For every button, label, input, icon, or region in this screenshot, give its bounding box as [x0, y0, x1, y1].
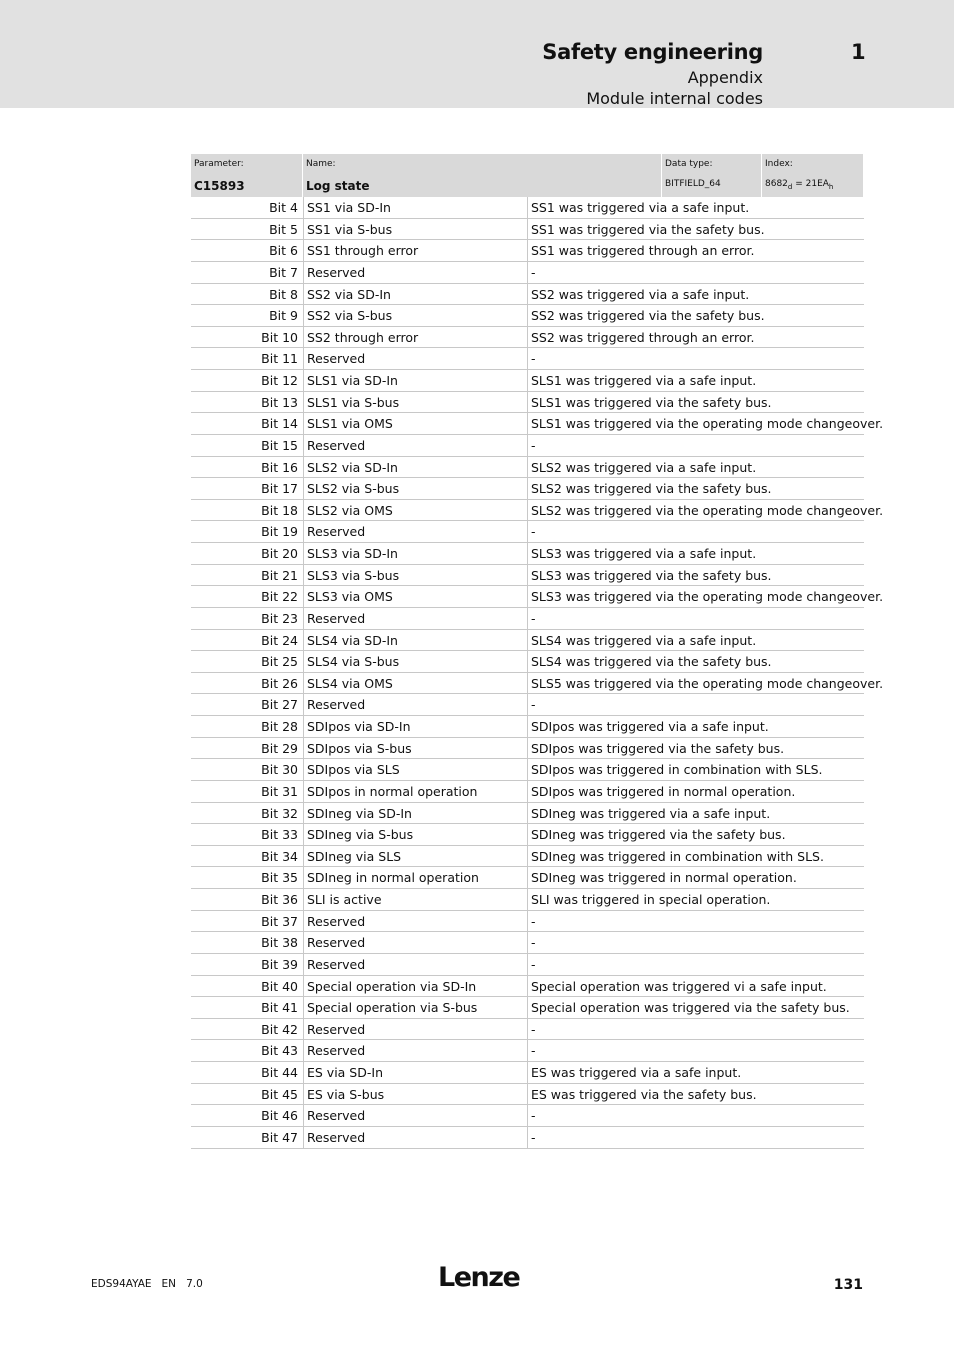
description-cell: -	[531, 437, 536, 453]
name-cell-text: SLS1 via S-bus	[307, 394, 400, 410]
bit-cell: Bit 39	[261, 956, 298, 972]
table-row	[191, 630, 864, 652]
table-row	[191, 435, 864, 457]
table-row	[191, 1084, 864, 1106]
bit-cell: Bit 12	[261, 373, 298, 388]
table-row	[191, 521, 864, 543]
description-cell: SDIpos was triggered via a safe input.	[531, 719, 769, 734]
bit-cell: Bit 24	[261, 632, 298, 648]
index-label: Index:	[765, 159, 793, 169]
table-row	[191, 608, 864, 630]
bit-cell: Bit 19	[261, 524, 298, 540]
name-cell-text: Reserved	[307, 935, 366, 951]
name-cell-text: SDIneg via SLS	[307, 848, 402, 864]
bit-cell: Bit 29	[261, 740, 298, 756]
name-cell-text: SLI is active	[307, 892, 382, 907]
name-cell-text: Special operation via SD-In	[307, 978, 477, 994]
bit-cell: Bit 34	[261, 848, 298, 864]
bit-cell: Bit 28	[261, 719, 298, 734]
description-cell: -	[531, 913, 536, 929]
table-row	[191, 348, 864, 370]
name-cell-text: Special operation via S-bus	[307, 1000, 478, 1016]
description-cell: SS1 was triggered through an error.	[531, 243, 755, 259]
description-cell: SS2 was triggered via a safe input.	[531, 286, 750, 302]
name-cell-text: SLS4 via OMS	[307, 675, 393, 691]
name-cell-text: SDIpos in normal operation	[307, 783, 478, 799]
bit-cell: Bit 21	[261, 567, 298, 583]
description-cell: SLS2 was triggered via the operating mode changeover.	[531, 502, 884, 518]
table-row	[191, 1040, 864, 1062]
name-cell-text: Reserved	[307, 1021, 366, 1037]
bit-cell: Bit 31	[261, 783, 298, 799]
bit-cell: Bit 10	[261, 329, 298, 345]
parameter-label: Parameter:	[194, 159, 244, 169]
table-row	[191, 543, 864, 565]
table-row	[191, 305, 864, 327]
description-cell: SDIneg was triggered via the safety bus.	[531, 827, 786, 843]
name-cell-text: SDIpos via S-bus	[307, 740, 412, 756]
description-cell: SLS1 was triggered via a safe input.	[531, 373, 757, 388]
description-cell: -	[531, 956, 536, 972]
name-cell-text: SLS4 via S-bus	[307, 654, 400, 670]
bit-cell: Bit 38	[261, 935, 298, 951]
name-cell-text: ES via SD-In	[307, 1065, 383, 1080]
name-cell-text: SLS3 via SD-In	[307, 546, 398, 561]
bit-cell: Bit 33	[261, 827, 298, 843]
name-cell-text: SLS4 via SD-In	[307, 632, 398, 648]
description-cell: SLI was triggered in special operation.	[531, 892, 771, 907]
page-header	[0, 0, 954, 108]
name-cell-text: SS2 via SD-In	[307, 286, 391, 302]
table-row	[191, 284, 864, 306]
bit-cell: Bit 11	[261, 351, 298, 367]
bit-cell: Bit 41	[261, 1000, 298, 1016]
description-cell: SDIpos was triggered via the safety bus.	[531, 740, 785, 756]
description-cell: SLS3 was triggered via the safety bus.	[531, 567, 772, 583]
table-row	[191, 651, 864, 673]
description-cell: SDIneg was triggered in normal operation.	[531, 870, 797, 886]
bit-cell: Bit 43	[261, 1043, 298, 1059]
description-cell: SLS4 was triggered via the safety bus.	[531, 654, 772, 670]
table-row	[191, 392, 864, 414]
name-cell-text: SLS1 via OMS	[307, 416, 393, 432]
table-row	[191, 327, 864, 349]
table-row	[191, 478, 864, 500]
data-type-value: BITFIELD_64	[665, 179, 721, 189]
description-cell: SLS1 was triggered via the safety bus.	[531, 394, 772, 410]
table-row	[191, 911, 864, 933]
name-cell-text: Reserved	[307, 1043, 366, 1059]
table-row	[191, 889, 864, 911]
bit-cell: Bit 15	[261, 437, 298, 453]
parameter-value: C15893	[194, 179, 245, 193]
name-cell-text: ES via S-bus	[307, 1086, 385, 1102]
name-cell-text: SLS2 via OMS	[307, 502, 393, 518]
bit-cell: Bit 30	[261, 762, 298, 778]
table-row	[191, 738, 864, 760]
description-cell: SLS3 was triggered via the operating mode changeover.	[531, 589, 884, 605]
table-row	[191, 1127, 864, 1149]
table-row	[191, 219, 864, 241]
table-row	[191, 954, 864, 976]
description-cell: -	[531, 1043, 536, 1059]
data-type-cell	[662, 154, 761, 197]
name-cell-text: SS1 through error	[307, 243, 419, 259]
data-type-label: Data type:	[665, 159, 713, 169]
bit-cell: Bit 46	[261, 1108, 298, 1124]
description-cell: -	[531, 1021, 536, 1037]
description-cell: SLS1 was triggered via the operating mode changeover.	[531, 416, 884, 432]
bit-cell: Bit 17	[261, 481, 298, 497]
name-cell-text: Reserved	[307, 1108, 366, 1124]
description-cell: SDIneg was triggered in combination with SLS.	[531, 848, 824, 864]
bit-cell: Bit 8	[269, 286, 298, 302]
name-cell-text: SDIpos via SLS	[307, 762, 400, 778]
bit-cell: Bit 40	[261, 978, 298, 994]
table-row	[191, 197, 864, 219]
description-cell: SDIpos was triggered in combination with SLS.	[531, 762, 823, 778]
name-cell-text: Reserved	[307, 1129, 366, 1145]
name-cell-text: Reserved	[307, 913, 366, 929]
table-row	[191, 976, 864, 998]
bit-cell: Bit 35	[261, 870, 298, 886]
description-cell: SLS3 was triggered via a safe input.	[531, 546, 757, 561]
section-title: Appendix	[687, 68, 763, 87]
description-cell: SS2 was triggered through an error.	[531, 329, 755, 345]
name-cell-text: Reserved	[307, 697, 366, 713]
page-number: 131	[833, 1277, 863, 1293]
bit-cell: Bit 44	[261, 1065, 298, 1080]
bit-cell: Bit 26	[261, 675, 298, 691]
description-cell: SLS2 was triggered via a safe input.	[531, 459, 757, 475]
name-cell-text: Reserved	[307, 956, 366, 972]
name-value: Log state	[306, 179, 370, 193]
bit-cell: Bit 20	[261, 546, 298, 561]
bit-cell: Bit 27	[261, 697, 298, 713]
name-cell-text: Reserved	[307, 437, 366, 453]
description-cell: SS1 was triggered via a safe input.	[531, 200, 750, 215]
bit-cell: Bit 16	[261, 459, 298, 475]
description-cell: ES was triggered via a safe input.	[531, 1065, 742, 1080]
bit-cell: Bit 32	[261, 805, 298, 821]
bit-cell: Bit 9	[269, 308, 298, 324]
table-row	[191, 932, 864, 954]
bit-cell: Bit 5	[269, 221, 298, 237]
table-row	[191, 1105, 864, 1127]
subsection-title: Module internal codes	[586, 89, 763, 108]
description-cell: SS1 was triggered via the safety bus.	[531, 221, 765, 237]
name-cell-text: SS2 via S-bus	[307, 308, 393, 324]
description-cell: SS2 was triggered via the safety bus.	[531, 308, 765, 324]
bit-cell: Bit 23	[261, 610, 298, 626]
lenze-logo: Lenze	[438, 1262, 520, 1293]
name-cell-text: SLS2 via SD-In	[307, 459, 398, 475]
name-cell-text: Reserved	[307, 524, 366, 540]
description-cell: -	[531, 264, 536, 280]
name-cell-text: SLS1 via SD-In	[307, 373, 398, 388]
table-row	[191, 500, 884, 522]
bit-cell: Bit 13	[261, 394, 298, 410]
bit-cell: Bit 14	[261, 416, 298, 432]
bit-cell: Bit 7	[269, 264, 298, 280]
name-cell-text: SDIpos via SD-In	[307, 719, 411, 734]
name-label: Name:	[306, 159, 336, 169]
description-cell: SDIpos was triggered in normal operation.	[531, 783, 796, 799]
table-row	[191, 1019, 864, 1041]
table-row	[191, 673, 884, 695]
name-cell-text: SDIneg via SD-In	[307, 805, 412, 821]
table-row	[191, 240, 864, 262]
index-cell	[762, 154, 863, 197]
bit-cell: Bit 22	[261, 589, 298, 605]
bit-cell: Bit 45	[261, 1086, 298, 1102]
name-cell-text: SS1 via S-bus	[307, 221, 393, 237]
index-value: $8682_d = 21EA_h$	[765, 179, 834, 191]
description-cell: SDIneg was triggered via a safe input.	[531, 805, 771, 821]
name-cell-text: SS1 via SD-In	[307, 200, 391, 215]
description-cell: -	[531, 524, 536, 540]
document-id: EDS94AYAE EN 7.0	[91, 1278, 203, 1290]
description-cell: ES was triggered via the safety bus.	[531, 1086, 757, 1102]
bit-cell: Bit 36	[261, 892, 298, 907]
bit-cell: Bit 47	[261, 1129, 298, 1145]
description-cell: SLS4 was triggered via a safe input.	[531, 632, 757, 648]
table-row	[191, 1062, 864, 1084]
description-cell: SLS5 was triggered via the operating mode changeover.	[531, 675, 884, 691]
chapter-title: Safety engineering	[542, 40, 763, 64]
table-row	[191, 824, 864, 846]
name-cell-text: SS2 through error	[307, 329, 419, 345]
description-cell: -	[531, 610, 536, 626]
bit-cell: Bit 6	[269, 243, 298, 259]
description-cell: -	[531, 1108, 536, 1124]
description-cell: -	[531, 1129, 536, 1145]
description-cell: -	[531, 935, 536, 951]
table-row	[191, 694, 864, 716]
name-cell-text: Reserved	[307, 264, 366, 280]
description-cell: -	[531, 697, 536, 713]
bit-cell: Bit 42	[261, 1021, 298, 1037]
name-cell-text: SLS3 via OMS	[307, 589, 393, 605]
bit-cell: Bit 25	[261, 654, 298, 670]
table-row	[191, 370, 864, 392]
bit-cell: Bit 37	[261, 913, 298, 929]
description-cell: Special operation was triggered vi a safe input.	[531, 978, 827, 994]
bit-cell: Bit 4	[269, 200, 298, 215]
description-cell: -	[531, 351, 536, 367]
name-cell-text: SDIneg in normal operation	[307, 870, 479, 886]
description-cell: SLS2 was triggered via the safety bus.	[531, 481, 772, 497]
chapter-number: 1	[851, 40, 866, 64]
name-cell-text: Reserved	[307, 610, 366, 626]
table-row	[191, 803, 864, 825]
name-cell-text: SDIneg via S-bus	[307, 827, 414, 843]
table-row	[191, 565, 864, 587]
name-cell-text: Reserved	[307, 351, 366, 367]
table-row	[191, 586, 884, 608]
table-row	[191, 457, 864, 479]
bit-cell: Bit 18	[261, 502, 298, 518]
table-row	[191, 759, 864, 781]
table-row	[191, 413, 884, 435]
table-row	[191, 716, 864, 738]
table-row	[191, 262, 864, 284]
parameter-cell	[191, 154, 302, 197]
name-cell-text: SLS3 via S-bus	[307, 567, 400, 583]
table-row	[191, 997, 864, 1019]
bit-table	[191, 197, 884, 1149]
table-row	[191, 781, 864, 803]
name-cell	[303, 154, 661, 197]
description-cell: Special operation was triggered via the safety bus.	[531, 1000, 850, 1016]
name-cell-text: SLS2 via S-bus	[307, 481, 400, 497]
table-row	[191, 867, 864, 889]
table-row	[191, 846, 864, 868]
